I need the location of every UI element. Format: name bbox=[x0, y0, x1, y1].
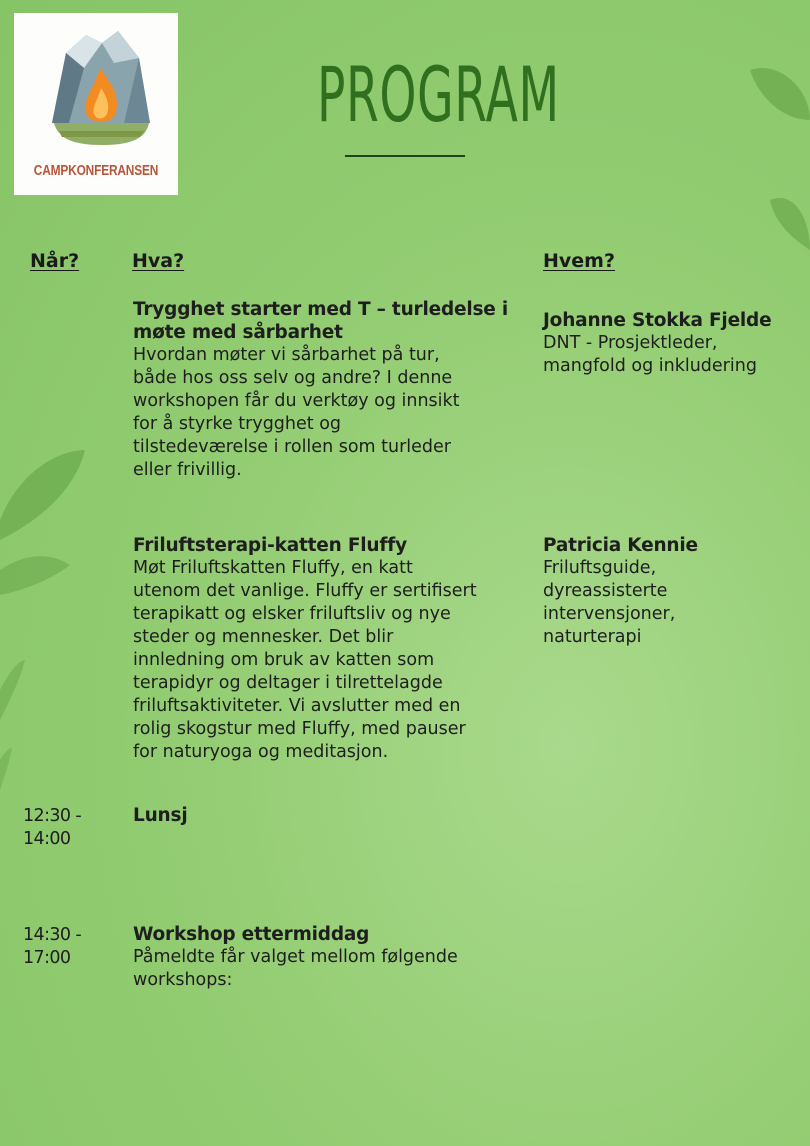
session-description bbox=[133, 534, 523, 764]
column-header-when: Når? bbox=[30, 250, 80, 272]
session-time bbox=[23, 805, 81, 851]
speaker-role-line: Friluftsguide, bbox=[543, 558, 657, 578]
speaker-role-line: DNT - Prosjektleder, bbox=[543, 333, 718, 353]
session-description bbox=[133, 923, 533, 992]
speaker-role-line: mangfold og inkludering bbox=[543, 356, 757, 376]
speaker-name: Patricia Kennie bbox=[543, 535, 698, 556]
session-title: Friluftsterapi-katten Fluffy bbox=[133, 535, 407, 556]
speaker-name: Johanne Stokka Fjelde bbox=[543, 310, 772, 331]
speaker-role-line: naturterapi bbox=[543, 627, 642, 647]
time-start: 14:30 - bbox=[23, 925, 82, 945]
time-end: 17:00 bbox=[23, 948, 71, 968]
session-title: Workshop ettermiddag bbox=[133, 924, 370, 945]
leaf-decoration-top-right bbox=[740, 50, 810, 250]
session-title: Trygghet starter med T – turledelse i møte med sårbarhet bbox=[133, 299, 509, 343]
session-text-line: Møt Friluftskatten Fluffy, en katt bbox=[133, 558, 413, 578]
session-text-line: steder og mennesker. Det blir bbox=[133, 627, 394, 647]
session-text-line: terapikatt og elsker friluftsliv og nye bbox=[133, 604, 451, 624]
session-title: Lunsj bbox=[133, 805, 188, 826]
session-text-line: innledning om bruk av katten som bbox=[133, 650, 435, 670]
session-description bbox=[133, 804, 523, 827]
session-text-line: terapidyr og deltager i tilrettelagde bbox=[133, 673, 443, 693]
column-header-who: Hvem? bbox=[543, 250, 615, 272]
session-speaker bbox=[543, 534, 808, 649]
session-text-line: Påmeldte får valget mellom følgende bbox=[133, 947, 458, 967]
time-end: 14:00 bbox=[23, 829, 71, 849]
session-text-line: workshopen får du verktøy og innsikt bbox=[133, 391, 460, 411]
time-start: 12:30 - bbox=[23, 806, 82, 826]
session-text-line: workshops: bbox=[133, 970, 233, 990]
session-text-line: Hvordan møter vi sårbarhet på tur, bbox=[133, 345, 440, 365]
session-text-line: utenom det vanlige. Fluffy er sertifisert bbox=[133, 581, 477, 601]
page-title: PROGRAM bbox=[317, 50, 560, 139]
logo bbox=[14, 13, 178, 195]
speaker-role-line: dyreassisterte bbox=[543, 581, 668, 601]
session-time bbox=[23, 924, 81, 970]
session-text-line: både hos oss selv og andre? I denne bbox=[133, 368, 453, 388]
session-text-line: for å styrke trygghet og bbox=[133, 414, 342, 434]
session-description bbox=[133, 298, 523, 482]
session-text-line: rolig skogstur med Fluffy, med pauser bbox=[133, 719, 466, 739]
column-header-what: Hva? bbox=[132, 250, 185, 272]
session-text-line: friluftsaktiviteter. Vi avslutter med en bbox=[133, 696, 461, 716]
session-text-line: tilstedeværelse i rollen som turleder bbox=[133, 437, 451, 457]
leaf-decoration-left bbox=[0, 430, 90, 790]
session-text-line: eller frivillig. bbox=[133, 460, 242, 480]
campfire-mountain-icon bbox=[14, 13, 178, 163]
logo-text: CAMPKONFERANSEN bbox=[33, 163, 159, 179]
title-divider bbox=[345, 155, 465, 157]
session-text-line: for naturyoga og meditasjon. bbox=[133, 742, 389, 762]
speaker-role-line: intervensjoner, bbox=[543, 604, 676, 624]
session-speaker bbox=[543, 309, 808, 378]
